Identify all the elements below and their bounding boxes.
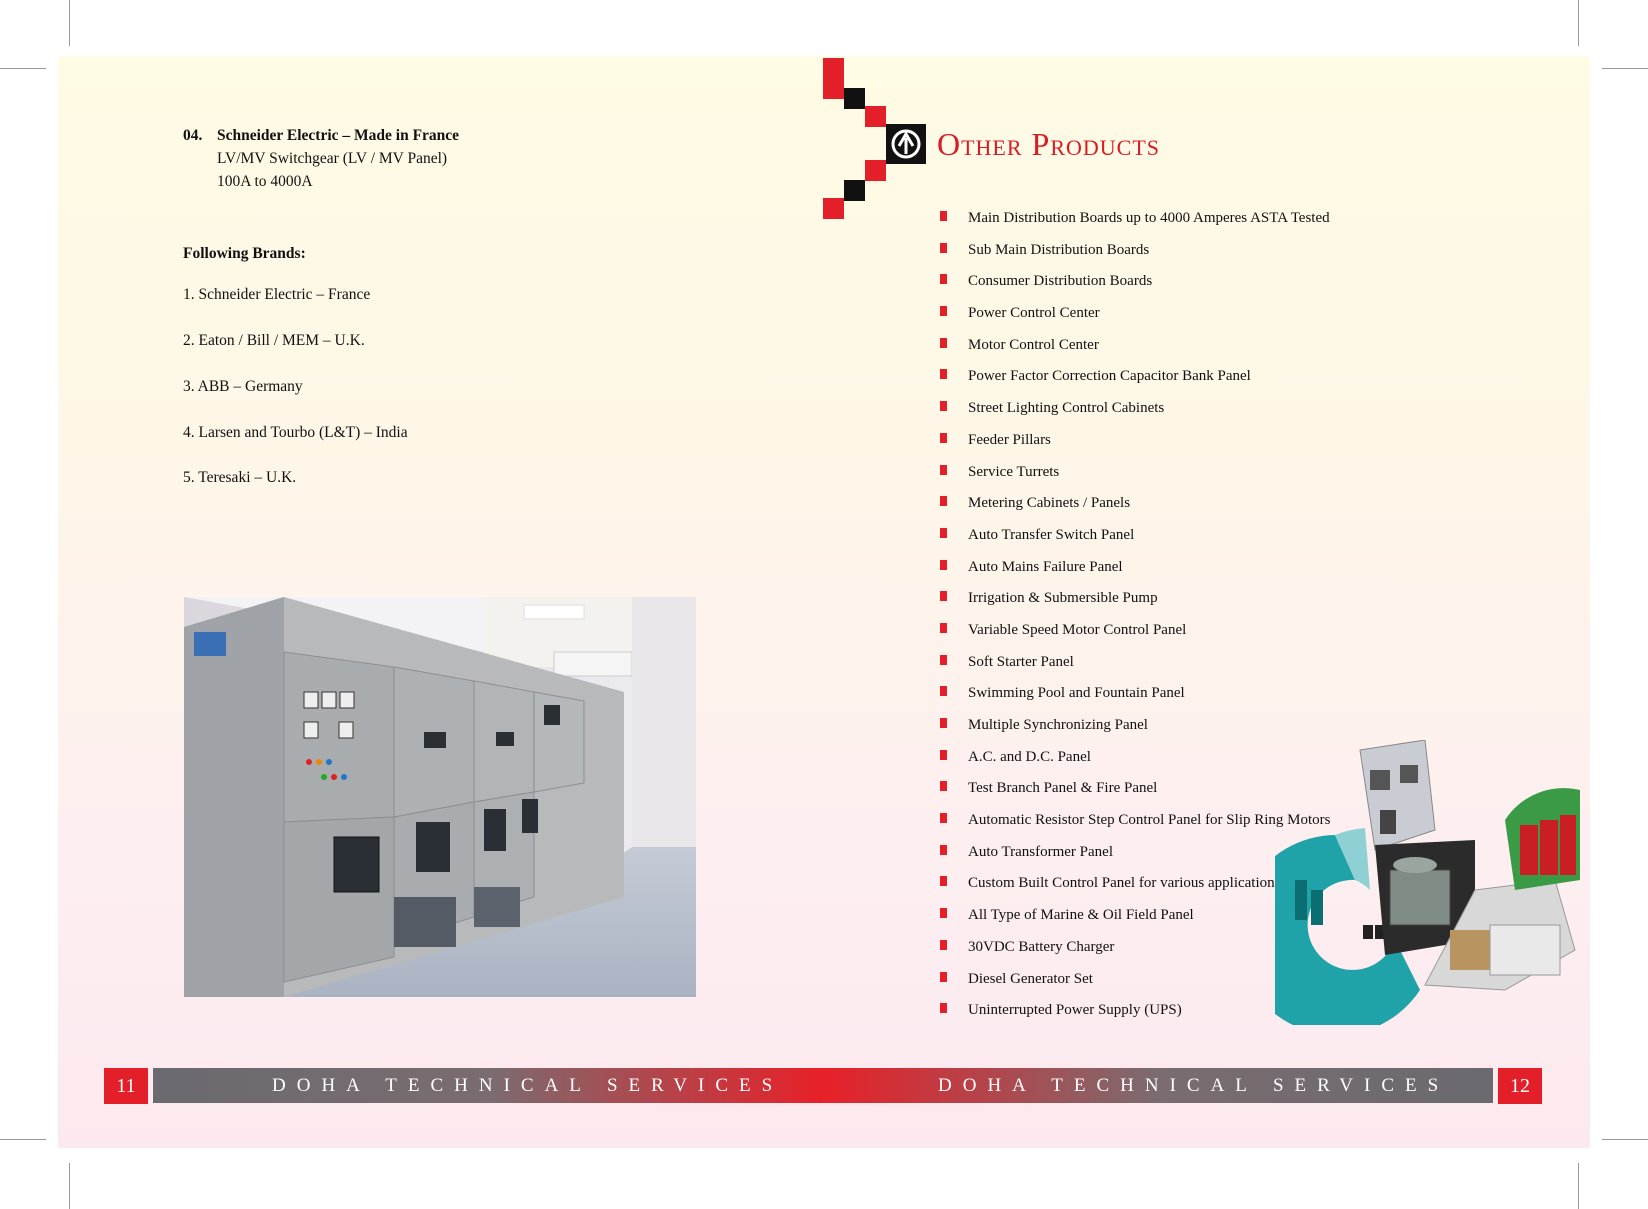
product-label: Automatic Resistor Step Control Panel for Slip Ring Motors <box>968 812 1331 829</box>
product-label: 30VDC Battery Charger <box>968 938 1115 955</box>
red-square-bullet-icon <box>940 528 947 538</box>
list-item <box>940 652 1331 684</box>
decor-square <box>823 58 844 79</box>
brand-item: 2. Eaton / Bill / MEM – U.K. <box>183 332 365 349</box>
product-label: Metering Cabinets / Panels <box>968 495 1131 512</box>
switchgear-photo <box>184 597 696 997</box>
red-square-bullet-icon <box>940 1003 947 1013</box>
list-item <box>940 1000 1331 1032</box>
list-item <box>940 588 1331 620</box>
crop-mark <box>69 1163 70 1209</box>
list-item <box>940 905 1331 937</box>
list-item <box>940 969 1331 1001</box>
decor-square <box>844 88 865 109</box>
red-square-bullet-icon <box>940 433 947 443</box>
product-label: Auto Mains Failure Panel <box>968 558 1123 575</box>
decor-square <box>865 106 886 127</box>
products-collage <box>1275 740 1585 1025</box>
product-label: Diesel Generator Set <box>968 970 1093 987</box>
list-item <box>940 715 1331 747</box>
red-square-bullet-icon <box>940 718 947 728</box>
list-item <box>940 557 1331 589</box>
footer-company-left: DOHA TECHNICAL SERVICES <box>272 1075 784 1096</box>
product-label: Power Control Center <box>968 305 1100 322</box>
red-square-bullet-icon <box>940 655 947 665</box>
red-square-bullet-icon <box>940 306 947 316</box>
decor-square <box>823 198 844 219</box>
product-label: Power Factor Correction Capacitor Bank Panel <box>968 368 1251 385</box>
product-label: Sub Main Distribution Boards <box>968 241 1150 258</box>
list-item <box>940 620 1331 652</box>
red-square-bullet-icon <box>940 591 947 601</box>
product-label: Street Lighting Control Cabinets <box>968 400 1165 417</box>
list-item <box>940 493 1331 525</box>
product-label: Feeder Pillars <box>968 431 1051 448</box>
list-item <box>940 937 1331 969</box>
crop-mark <box>1602 68 1648 69</box>
list-item <box>940 842 1331 874</box>
page-number-right: 12 <box>1498 1068 1542 1104</box>
product-label: All Type of Marine & Oil Field Panel <box>968 907 1194 924</box>
red-square-bullet-icon <box>940 211 947 221</box>
list-item <box>940 366 1331 398</box>
list-item <box>940 747 1331 779</box>
red-square-bullet-icon <box>940 243 947 253</box>
red-square-bullet-icon <box>940 338 947 348</box>
company-logo-icon <box>886 124 926 164</box>
products-list <box>940 208 1331 1032</box>
product-label: Soft Starter Panel <box>968 653 1074 670</box>
red-square-bullet-icon <box>940 876 947 886</box>
product-label: Irrigation & Submersible Pump <box>968 590 1158 607</box>
list-item <box>940 810 1331 842</box>
product-label: A.C. and D.C. Panel <box>968 748 1091 765</box>
brand-item: 4. Larsen and Tourbo (L&T) – India <box>183 424 408 441</box>
product-label: Multiple Synchronizing Panel <box>968 717 1148 733</box>
red-square-bullet-icon <box>940 845 947 855</box>
red-square-bullet-icon <box>940 972 947 982</box>
crop-mark <box>0 68 46 69</box>
item-line: 100A to 4000A <box>217 173 313 190</box>
page-number-left: 11 <box>104 1068 148 1104</box>
list-item <box>940 873 1331 905</box>
red-square-bullet-icon <box>940 274 947 284</box>
red-square-bullet-icon <box>940 401 947 411</box>
product-label: Custom Built Control Panel for various application <box>968 875 1275 892</box>
list-item <box>940 430 1331 462</box>
red-square-bullet-icon <box>940 940 947 950</box>
product-label: Swimming Pool and Fountain Panel <box>968 685 1185 702</box>
list-item <box>940 525 1331 557</box>
list-item <box>940 462 1331 494</box>
red-square-bullet-icon <box>940 686 947 696</box>
crop-mark <box>1578 0 1579 46</box>
red-square-bullet-icon <box>940 560 947 570</box>
footer-company-right: DOHA TECHNICAL SERVICES <box>938 1075 1450 1096</box>
list-item <box>940 398 1331 430</box>
crop-mark <box>1602 1139 1648 1140</box>
red-square-bullet-icon <box>940 908 947 918</box>
product-label: Service Turrets <box>968 463 1060 480</box>
brands-heading: Following Brands: <box>183 245 306 262</box>
list-item <box>940 303 1331 335</box>
product-label: Motor Control Center <box>968 336 1099 353</box>
brand-item: 3. ABB – Germany <box>183 378 303 395</box>
red-square-bullet-icon <box>940 623 947 633</box>
product-label: Main Distribution Boards up to 4000 Amperes ASTA Tested <box>968 210 1330 226</box>
product-label: Auto Transformer Panel <box>968 843 1113 860</box>
item-number: 04. <box>183 127 203 144</box>
list-item <box>940 778 1331 810</box>
red-square-bullet-icon <box>940 496 947 506</box>
crop-mark <box>69 0 70 46</box>
list-item <box>940 208 1331 240</box>
list-item <box>940 271 1331 303</box>
crop-mark <box>0 1139 46 1140</box>
product-label: Consumer Distribution Boards <box>968 273 1153 290</box>
brand-item: 5. Teresaki – U.K. <box>183 469 297 486</box>
red-square-bullet-icon <box>940 781 947 791</box>
decor-square <box>865 160 886 181</box>
red-square-bullet-icon <box>940 465 947 475</box>
list-item <box>940 335 1331 367</box>
product-label: Uninterrupted Power Supply (UPS) <box>968 1002 1182 1019</box>
red-square-bullet-icon <box>940 750 947 760</box>
section-title: Other Products <box>937 126 1161 162</box>
product-label: Variable Speed Motor Control Panel <box>968 621 1187 638</box>
decor-square <box>823 78 844 99</box>
item-line: LV/MV Switchgear (LV / MV Panel) <box>217 150 448 167</box>
list-item <box>940 683 1331 715</box>
item-title: Schneider Electric – Made in France <box>217 127 460 144</box>
red-square-bullet-icon <box>940 369 947 379</box>
product-label: Test Branch Panel & Fire Panel <box>968 780 1158 797</box>
list-item <box>940 240 1331 272</box>
red-square-bullet-icon <box>940 813 947 823</box>
crop-mark <box>1578 1163 1579 1209</box>
brand-item: 1. Schneider Electric – France <box>183 286 371 303</box>
product-label: Auto Transfer Switch Panel <box>968 526 1135 543</box>
decor-square <box>844 180 865 201</box>
